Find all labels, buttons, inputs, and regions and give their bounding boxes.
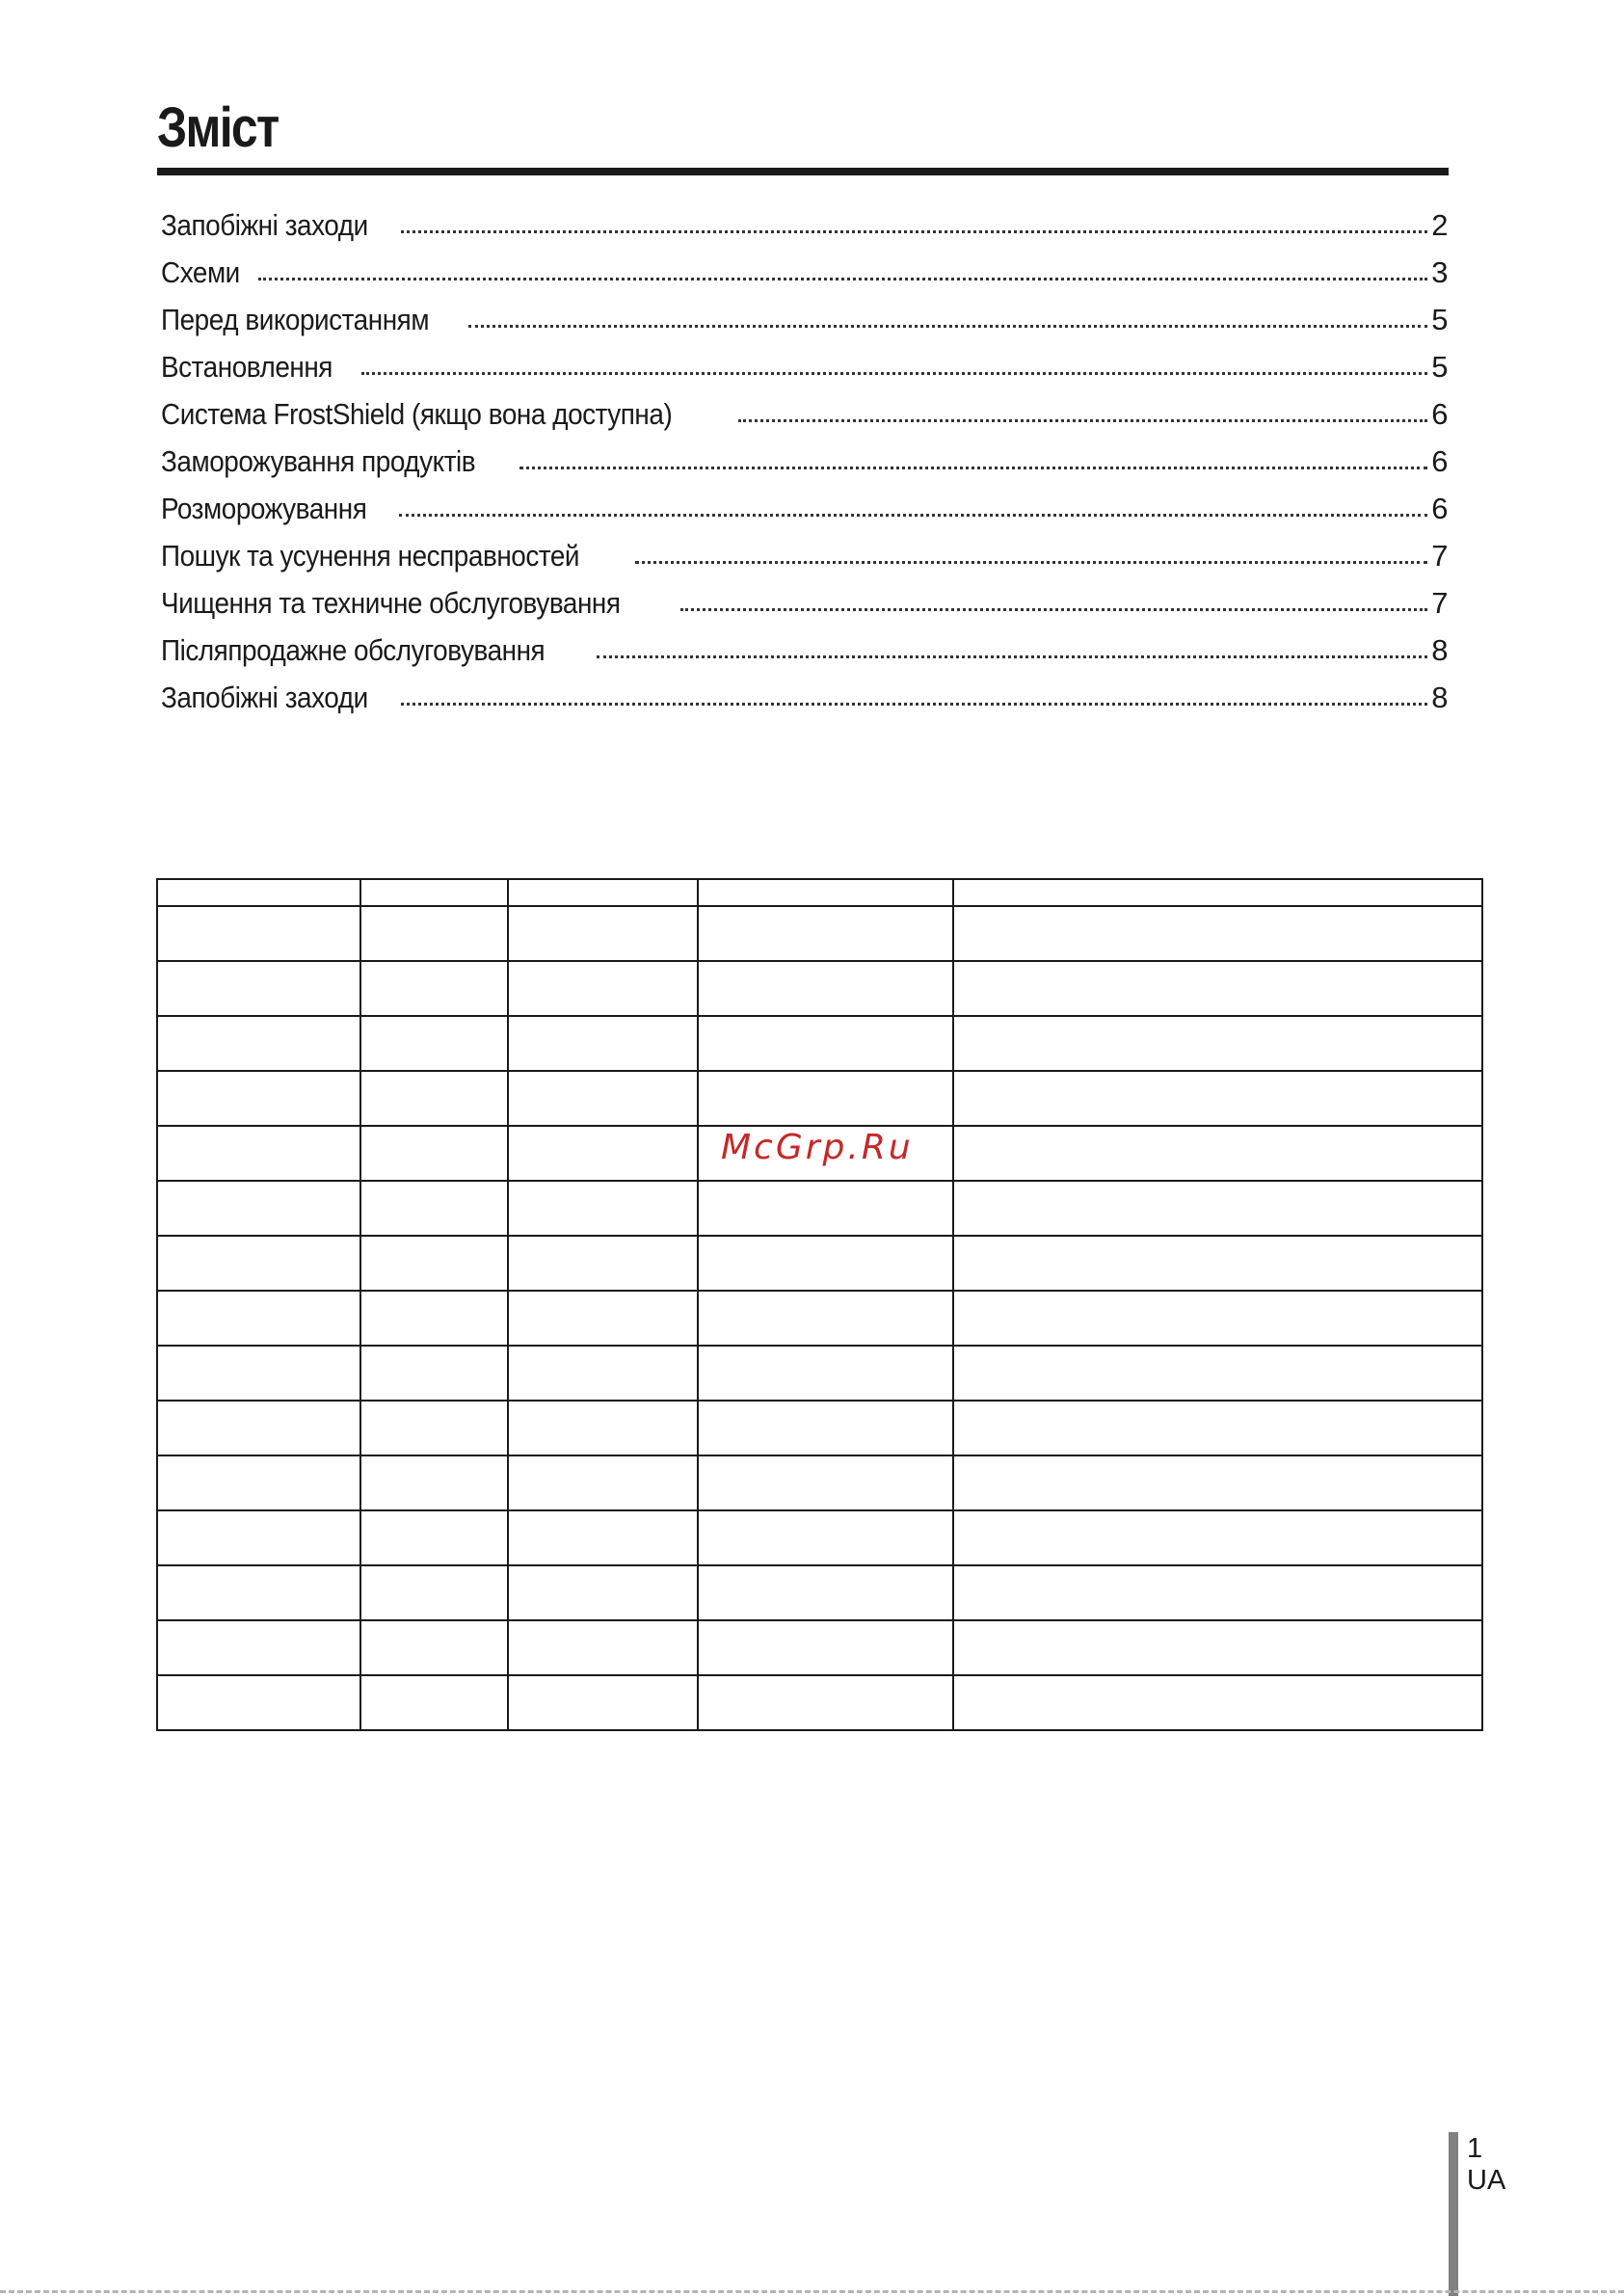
toc-entry-label: Чищення та техничне обслуговування xyxy=(161,586,621,620)
toc-entry-label: Розморожування xyxy=(161,492,367,525)
table-cell xyxy=(953,1291,1482,1346)
table-cell xyxy=(508,1565,698,1620)
table-row xyxy=(157,906,1482,961)
toc-entry-label: Пошук та усунення несправностей xyxy=(161,539,580,573)
toc-entry-page: 6 xyxy=(1431,444,1448,478)
table-cell xyxy=(953,1510,1482,1565)
table-row xyxy=(157,1016,1482,1071)
language-code: UA xyxy=(1467,2165,1506,2197)
table-cell xyxy=(157,961,360,1016)
table-row xyxy=(157,1510,1482,1565)
table-cell xyxy=(698,1401,953,1455)
table-cell xyxy=(157,1565,360,1620)
table-row xyxy=(157,1620,1482,1675)
table-cell xyxy=(698,1620,953,1675)
title-underline xyxy=(157,168,1449,175)
toc-entry-page: 7 xyxy=(1431,586,1448,620)
toc-entry-page: 7 xyxy=(1431,539,1448,573)
table-cell xyxy=(360,1455,508,1510)
page-number: 1 xyxy=(1467,2133,1483,2164)
table-cell xyxy=(508,1181,698,1236)
toc-entry[interactable] xyxy=(161,382,1448,429)
empty-grid-table xyxy=(156,878,1483,1731)
table-cell xyxy=(953,879,1482,906)
table-cell xyxy=(360,1675,508,1730)
table-cell xyxy=(953,1401,1482,1455)
page-footer xyxy=(1467,2133,1505,2198)
toc-entry-label: Встановлення xyxy=(161,350,333,384)
table-cell xyxy=(508,1510,698,1565)
table-cell xyxy=(157,879,360,906)
table-cell xyxy=(157,1291,360,1346)
table-cell xyxy=(508,906,698,961)
table-cell xyxy=(953,1620,1482,1675)
toc-entry[interactable] xyxy=(161,665,1448,712)
table-cell xyxy=(698,1675,953,1730)
table-cell xyxy=(157,1401,360,1455)
toc-entry[interactable] xyxy=(161,429,1448,476)
toc-entry-page: 3 xyxy=(1431,255,1448,289)
toc-entry[interactable] xyxy=(161,618,1448,665)
table-cell xyxy=(698,906,953,961)
table-cell xyxy=(360,961,508,1016)
table-row xyxy=(157,1291,1482,1346)
table-row xyxy=(157,1071,1482,1126)
table-cell xyxy=(953,1455,1482,1510)
table-cell xyxy=(360,1401,508,1455)
table-cell xyxy=(953,1675,1482,1730)
toc-dot-leader xyxy=(401,703,1428,706)
table-cell xyxy=(157,1016,360,1071)
table-cell xyxy=(508,1291,698,1346)
table-cell xyxy=(360,1620,508,1675)
table-row xyxy=(157,1675,1482,1730)
table-cell xyxy=(157,906,360,961)
table-cell xyxy=(157,1510,360,1565)
toc-entry-label: Запобіжні заходи xyxy=(161,208,368,242)
table-cell xyxy=(157,1126,360,1181)
toc-entry[interactable] xyxy=(161,193,1448,240)
toc-entry[interactable] xyxy=(161,287,1448,334)
toc-entry-label: Заморожування продуктів xyxy=(161,444,476,478)
table-cell xyxy=(508,1016,698,1071)
table-cell xyxy=(360,1126,508,1181)
bottom-edge-strip xyxy=(0,2290,1624,2293)
toc-entry-page: 6 xyxy=(1431,492,1448,525)
toc-entry-page: 5 xyxy=(1431,350,1448,384)
toc-dot-leader xyxy=(738,419,1427,422)
table-cell xyxy=(508,1401,698,1455)
table-row xyxy=(157,1565,1482,1620)
table-cell xyxy=(953,1346,1482,1401)
table-cell xyxy=(157,1071,360,1126)
table-cell xyxy=(698,1236,953,1291)
table-cell xyxy=(360,906,508,961)
table-cell xyxy=(508,1675,698,1730)
toc-entry-page: 6 xyxy=(1431,397,1448,431)
toc-entry[interactable] xyxy=(161,240,1448,287)
table-cell xyxy=(360,1236,508,1291)
table-cell xyxy=(508,1126,698,1181)
toc-entry-label: Схеми xyxy=(161,255,240,289)
table-row xyxy=(157,961,1482,1016)
table-cell xyxy=(698,1291,953,1346)
table-cell xyxy=(157,1346,360,1401)
table-cell xyxy=(698,1016,953,1071)
table-header-row xyxy=(157,879,1482,906)
toc-entry-label: Запобіжні заходи xyxy=(161,681,368,714)
toc-dot-leader xyxy=(468,325,1427,328)
table-cell xyxy=(698,1510,953,1565)
table-cell xyxy=(508,1620,698,1675)
table-cell xyxy=(698,1181,953,1236)
page-title: Зміст xyxy=(157,96,279,159)
toc-dot-leader xyxy=(597,655,1427,658)
table-cell xyxy=(953,1071,1482,1126)
table-cell xyxy=(157,1181,360,1236)
table-row xyxy=(157,1236,1482,1291)
table-cell xyxy=(157,1675,360,1730)
table-row xyxy=(157,1181,1482,1236)
toc-entry-label: Система FrostShield (якщо вона доступна) xyxy=(161,397,673,431)
toc-entry[interactable] xyxy=(161,523,1448,571)
table-cell xyxy=(953,1181,1482,1236)
toc-entry-page: 5 xyxy=(1431,303,1448,336)
table-cell xyxy=(698,879,953,906)
toc-entry[interactable] xyxy=(161,334,1448,382)
toc-dot-leader xyxy=(519,467,1427,469)
toc-dot-leader xyxy=(361,372,1428,375)
table-cell xyxy=(953,1565,1482,1620)
table-cell xyxy=(953,961,1482,1016)
table-cell xyxy=(953,906,1482,961)
watermark-text: McGrp.Ru xyxy=(721,1128,914,1167)
table-cell xyxy=(360,1071,508,1126)
toc-entry[interactable] xyxy=(161,476,1448,523)
table-cell xyxy=(508,1071,698,1126)
toc-entry-page: 8 xyxy=(1431,681,1448,714)
table-cell xyxy=(508,879,698,906)
table-cell xyxy=(360,879,508,906)
toc-entry-page: 8 xyxy=(1431,633,1448,667)
table-of-contents xyxy=(161,193,1448,712)
table-cell xyxy=(953,1016,1482,1071)
table-cell xyxy=(360,1346,508,1401)
table-cell xyxy=(508,961,698,1016)
table-cell xyxy=(157,1455,360,1510)
toc-entry-label: Післяпродажне обслуговування xyxy=(161,633,546,667)
table-cell xyxy=(157,1236,360,1291)
table-cell xyxy=(157,1620,360,1675)
table-cell xyxy=(360,1291,508,1346)
table-cell xyxy=(508,1455,698,1510)
table-cell xyxy=(953,1236,1482,1291)
table-cell xyxy=(360,1510,508,1565)
toc-entry-page: 2 xyxy=(1431,208,1448,242)
table-row xyxy=(157,1346,1482,1401)
table-cell xyxy=(360,1565,508,1620)
toc-entry-label: Перед використанням xyxy=(161,303,430,336)
table-cell xyxy=(508,1236,698,1291)
table-row xyxy=(157,1401,1482,1455)
toc-dot-leader xyxy=(401,230,1428,233)
toc-dot-leader xyxy=(399,514,1427,517)
table-cell xyxy=(698,1346,953,1401)
table-cell xyxy=(698,1071,953,1126)
toc-entry[interactable] xyxy=(161,571,1448,618)
page-side-bar xyxy=(1449,2132,1458,2296)
table-cell xyxy=(360,1181,508,1236)
table-row xyxy=(157,1455,1482,1510)
toc-dot-leader xyxy=(680,608,1427,611)
table-cell xyxy=(698,1565,953,1620)
toc-dot-leader xyxy=(258,278,1427,280)
table-cell xyxy=(698,961,953,1016)
toc-dot-leader xyxy=(635,561,1427,564)
table-cell xyxy=(360,1016,508,1071)
table-cell xyxy=(698,1455,953,1510)
table-cell xyxy=(508,1346,698,1401)
table-cell xyxy=(953,1126,1482,1181)
